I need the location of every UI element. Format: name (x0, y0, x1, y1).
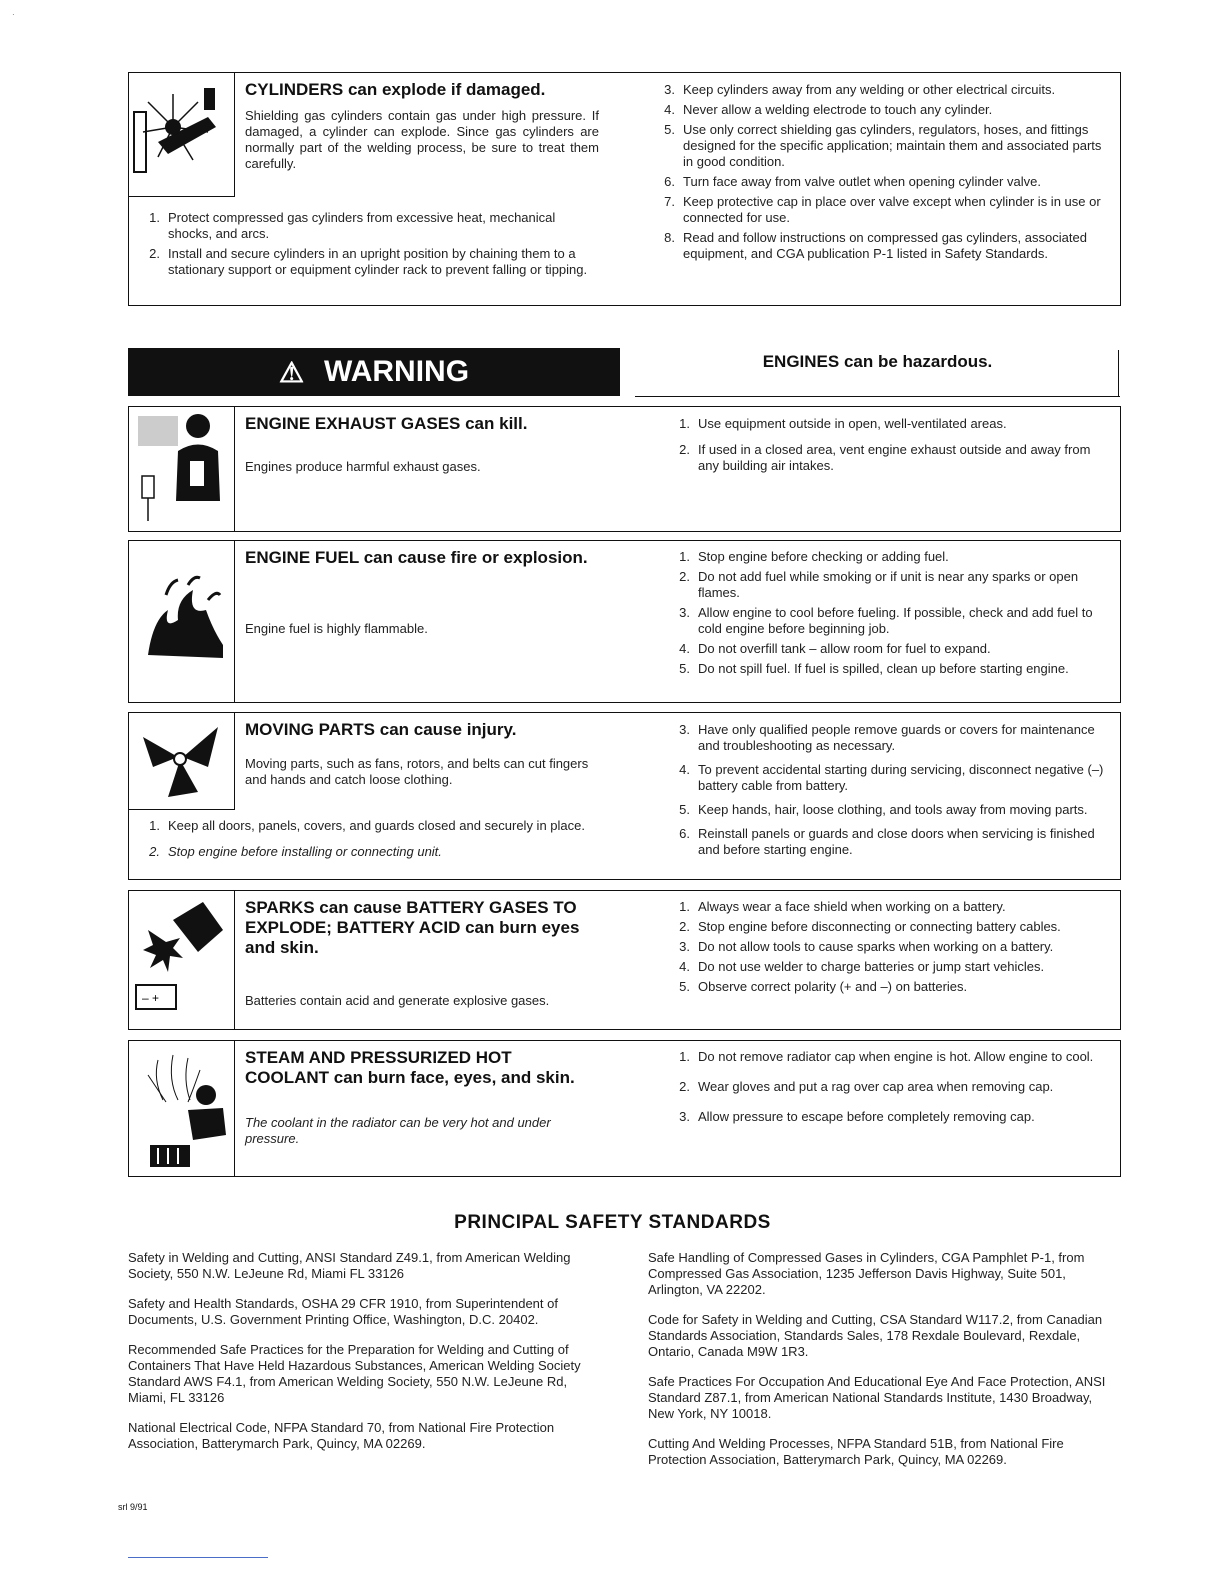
cylinders-right-list (655, 82, 1111, 266)
footnote-rule (128, 1557, 268, 1558)
moving-parts-right-list (670, 722, 1111, 862)
list-item: 3. Keep cylinders away from any welding or other electrical circuits. (664, 82, 1056, 97)
list-item: 6. Reinstall panels or guards and close doors when servicing is finished and before starting engine. (679, 826, 1095, 857)
moving-parts-description: Moving parts, such as fans, rotors, and belts can cut fingers and hands and catch loose clothing. (245, 756, 589, 787)
revision-code: srl 9/91 (118, 1502, 148, 1512)
corner-mark: · (12, 10, 15, 19)
list-item: 3. Have only qualified people remove guards or covers for maintenance and troubleshooting as necessary. (679, 722, 1095, 753)
engines-title-underline (635, 396, 1120, 397)
fuel-list (670, 549, 1111, 681)
list-item: 2. Do not add fuel while smoking or if unit is near any sparks or open flames. (679, 569, 1079, 600)
standard-entry: National Electrical Code, NFPA Standard 70, from National Fire Protection Association, Batterymarch Park, Quincy, MA 02269. (128, 1420, 555, 1451)
list-item: 1. Protect compressed gas cylinders from excessive heat, mechanical shocks, and arcs. (149, 210, 556, 241)
cylinders-left-list (140, 210, 598, 282)
list-item: 7. Keep protective cap in place over valve except when cylinder is in use or connected for use. (664, 194, 1101, 225)
list-item: 5. Keep hands, hair, loose clothing, and tools away from moving parts. (679, 802, 1088, 817)
steam-list (670, 1049, 1111, 1129)
cylinders-heading: CYLINDERS can explode if damaged. (245, 80, 546, 99)
cylinders-description: Shielding gas cylinders contain gas under high pressure. If damaged, a cylinder can explode. Since gas cylinders are normally part of the welding process, be sure to treat them carefully. (245, 108, 599, 171)
list-item: 1. Always wear a face shield when working on a battery. (679, 899, 1006, 914)
list-item: 2. Install and secure cylinders in an upright position by chaining them to a stationary support or equipment cylinder rack to prevent falling or tipping. (149, 246, 588, 277)
list-item: 1. Do not remove radiator cap when engine is hot. Allow engine to cool. (679, 1049, 1094, 1064)
battery-description: Batteries contain acid and generate explosive gases. (245, 993, 550, 1008)
steam-coolant-icon (128, 1040, 235, 1176)
list-item: 5. Observe correct polarity (+ and –) on batteries. (679, 979, 968, 994)
list-item: 3. Do not allow tools to cause sparks when working on a battery. (679, 939, 1054, 954)
fuel-heading: ENGINE FUEL can cause fire or explosion. (245, 548, 588, 567)
exhaust-heading: ENGINE EXHAUST GASES can kill. (245, 414, 528, 433)
exhaust-description: Engines produce harmful exhaust gases. (245, 459, 481, 474)
fuel-description: Engine fuel is highly flammable. (245, 621, 428, 636)
battery-explosion-icon (128, 890, 235, 1029)
engines-title-right-border (1118, 350, 1119, 397)
battery-heading: SPARKS can cause BATTERY GASES TO EXPLODE; BATTERY ACID can burn eyes and skin. (245, 898, 580, 957)
list-item: 4. Do not use welder to charge batteries or jump start vehicles. (679, 959, 1045, 974)
list-item: 2. Stop engine before installing or connecting unit. (149, 844, 442, 859)
list-item: 5. Use only correct shielding gas cylinders, regulators, hoses, and fittings designed for the specific application; maintain them and associated parts in good condition. (664, 122, 1102, 169)
list-item: 1. Keep all doors, panels, covers, and guards closed and securely in place. (149, 818, 585, 833)
svg-text:– +: – + (142, 991, 160, 1005)
standards-right-column (648, 1250, 1121, 1482)
standard-entry: Recommended Safe Practices for the Preparation for Welding and Cutting of Containers That Have Held Hazardous Substances, American Welding Society Standard AWS F4.1, from American Welding Society, 550 N.W. LeJeune Rd, Miami, FL 33126 (128, 1342, 581, 1405)
standard-entry: Safety in Welding and Cutting, ANSI Standard Z49.1, from American Welding Society, 550 N.W. LeJeune Rd, Miami FL 33126 (128, 1250, 571, 1281)
standards-title: PRINCIPAL SAFETY STANDARDS (454, 1212, 771, 1233)
steam-heading: STEAM AND PRESSURIZED HOT COOLANT can burn face, eyes, and skin. (245, 1048, 575, 1087)
cylinder-explosion-icon (128, 72, 235, 197)
standard-entry: Safe Practices For Occupation And Educational Eye And Face Protection, ANSI Standard Z87.1, from American National Standards Institute, 1430 Broadway, New York, NY 10018. (648, 1374, 1106, 1421)
list-item: 2. If used in a closed area, vent engine exhaust outside and away from any building air intakes. (679, 442, 1091, 473)
moving-parts-fan-icon (128, 712, 235, 810)
standard-entry: Cutting And Welding Processes, NFPA Standard 51B, from National Fire Protection Association, Batterymarch Park, Quincy, MA 02269. (648, 1436, 1064, 1467)
warning-label: WARNING (324, 355, 470, 388)
standards-left-column (128, 1250, 602, 1466)
battery-list (670, 899, 1111, 999)
list-item: 2. Stop engine before disconnecting or connecting battery cables. (679, 919, 1061, 934)
steam-description: The coolant in the radiator can be very hot and under pressure. (245, 1115, 551, 1146)
list-item: 4. To prevent accidental starting during servicing, disconnect negative (–) battery cable from battery. (679, 762, 1104, 793)
list-item: 3. Allow pressure to escape before completely removing cap. (679, 1109, 1035, 1124)
engines-title: ENGINES can be hazardous. (762, 352, 993, 371)
list-item: 2. Wear gloves and put a rag over cap area when removing cap. (679, 1079, 1054, 1094)
exhaust-gases-icon (128, 406, 235, 531)
list-item: 1. Use equipment outside in open, well-ventilated areas. (679, 416, 1007, 431)
list-item: 4. Never allow a welding electrode to touch any cylinder. (664, 102, 993, 117)
moving-parts-left-list (140, 818, 590, 864)
list-item: 5. Do not spill fuel. If fuel is spilled, clean up before starting engine. (679, 661, 1069, 676)
list-item: 8. Read and follow instructions on compressed gas cylinders, associated equipment, and CGA publication P-1 listed in Safety Standards. (664, 230, 1087, 261)
standard-entry: Safety and Health Standards, OSHA 29 CFR 1910, from Superintendent of Documents, U.S. Government Printing Office, Washington, D.C. 20402. (128, 1296, 558, 1327)
standard-entry: Safe Handling of Compressed Gases in Cylinders, CGA Pamphlet P-1, from Compressed Gas Association, 1235 Jefferson Davis Highway, Suite 501, Arlington, VA 22202. (648, 1250, 1085, 1297)
moving-parts-heading: MOVING PARTS can cause injury. (245, 720, 517, 739)
list-item: 6. Turn face away from valve outlet when opening cylinder valve. (664, 174, 1041, 189)
list-item: 1. Stop engine before checking or adding fuel. (679, 549, 949, 564)
fuel-fire-icon (128, 540, 235, 702)
list-item: 3. Allow engine to cool before fueling. If possible, check and add fuel to cold engine before beginning job. (679, 605, 1093, 636)
exhaust-list (670, 416, 1111, 478)
list-item: 4. Do not overfill tank – allow room for fuel to expand. (679, 641, 991, 656)
warning-triangle-icon: ⚠ (278, 356, 305, 388)
warning-banner (128, 348, 620, 396)
standard-entry: Code for Safety in Welding and Cutting, CSA Standard W117.2, from Canadian Standards Association, Standards Sales, 178 Rexdale Boulevard, Rexdale, Ontario, Canada M9W 1R3. (648, 1312, 1103, 1359)
